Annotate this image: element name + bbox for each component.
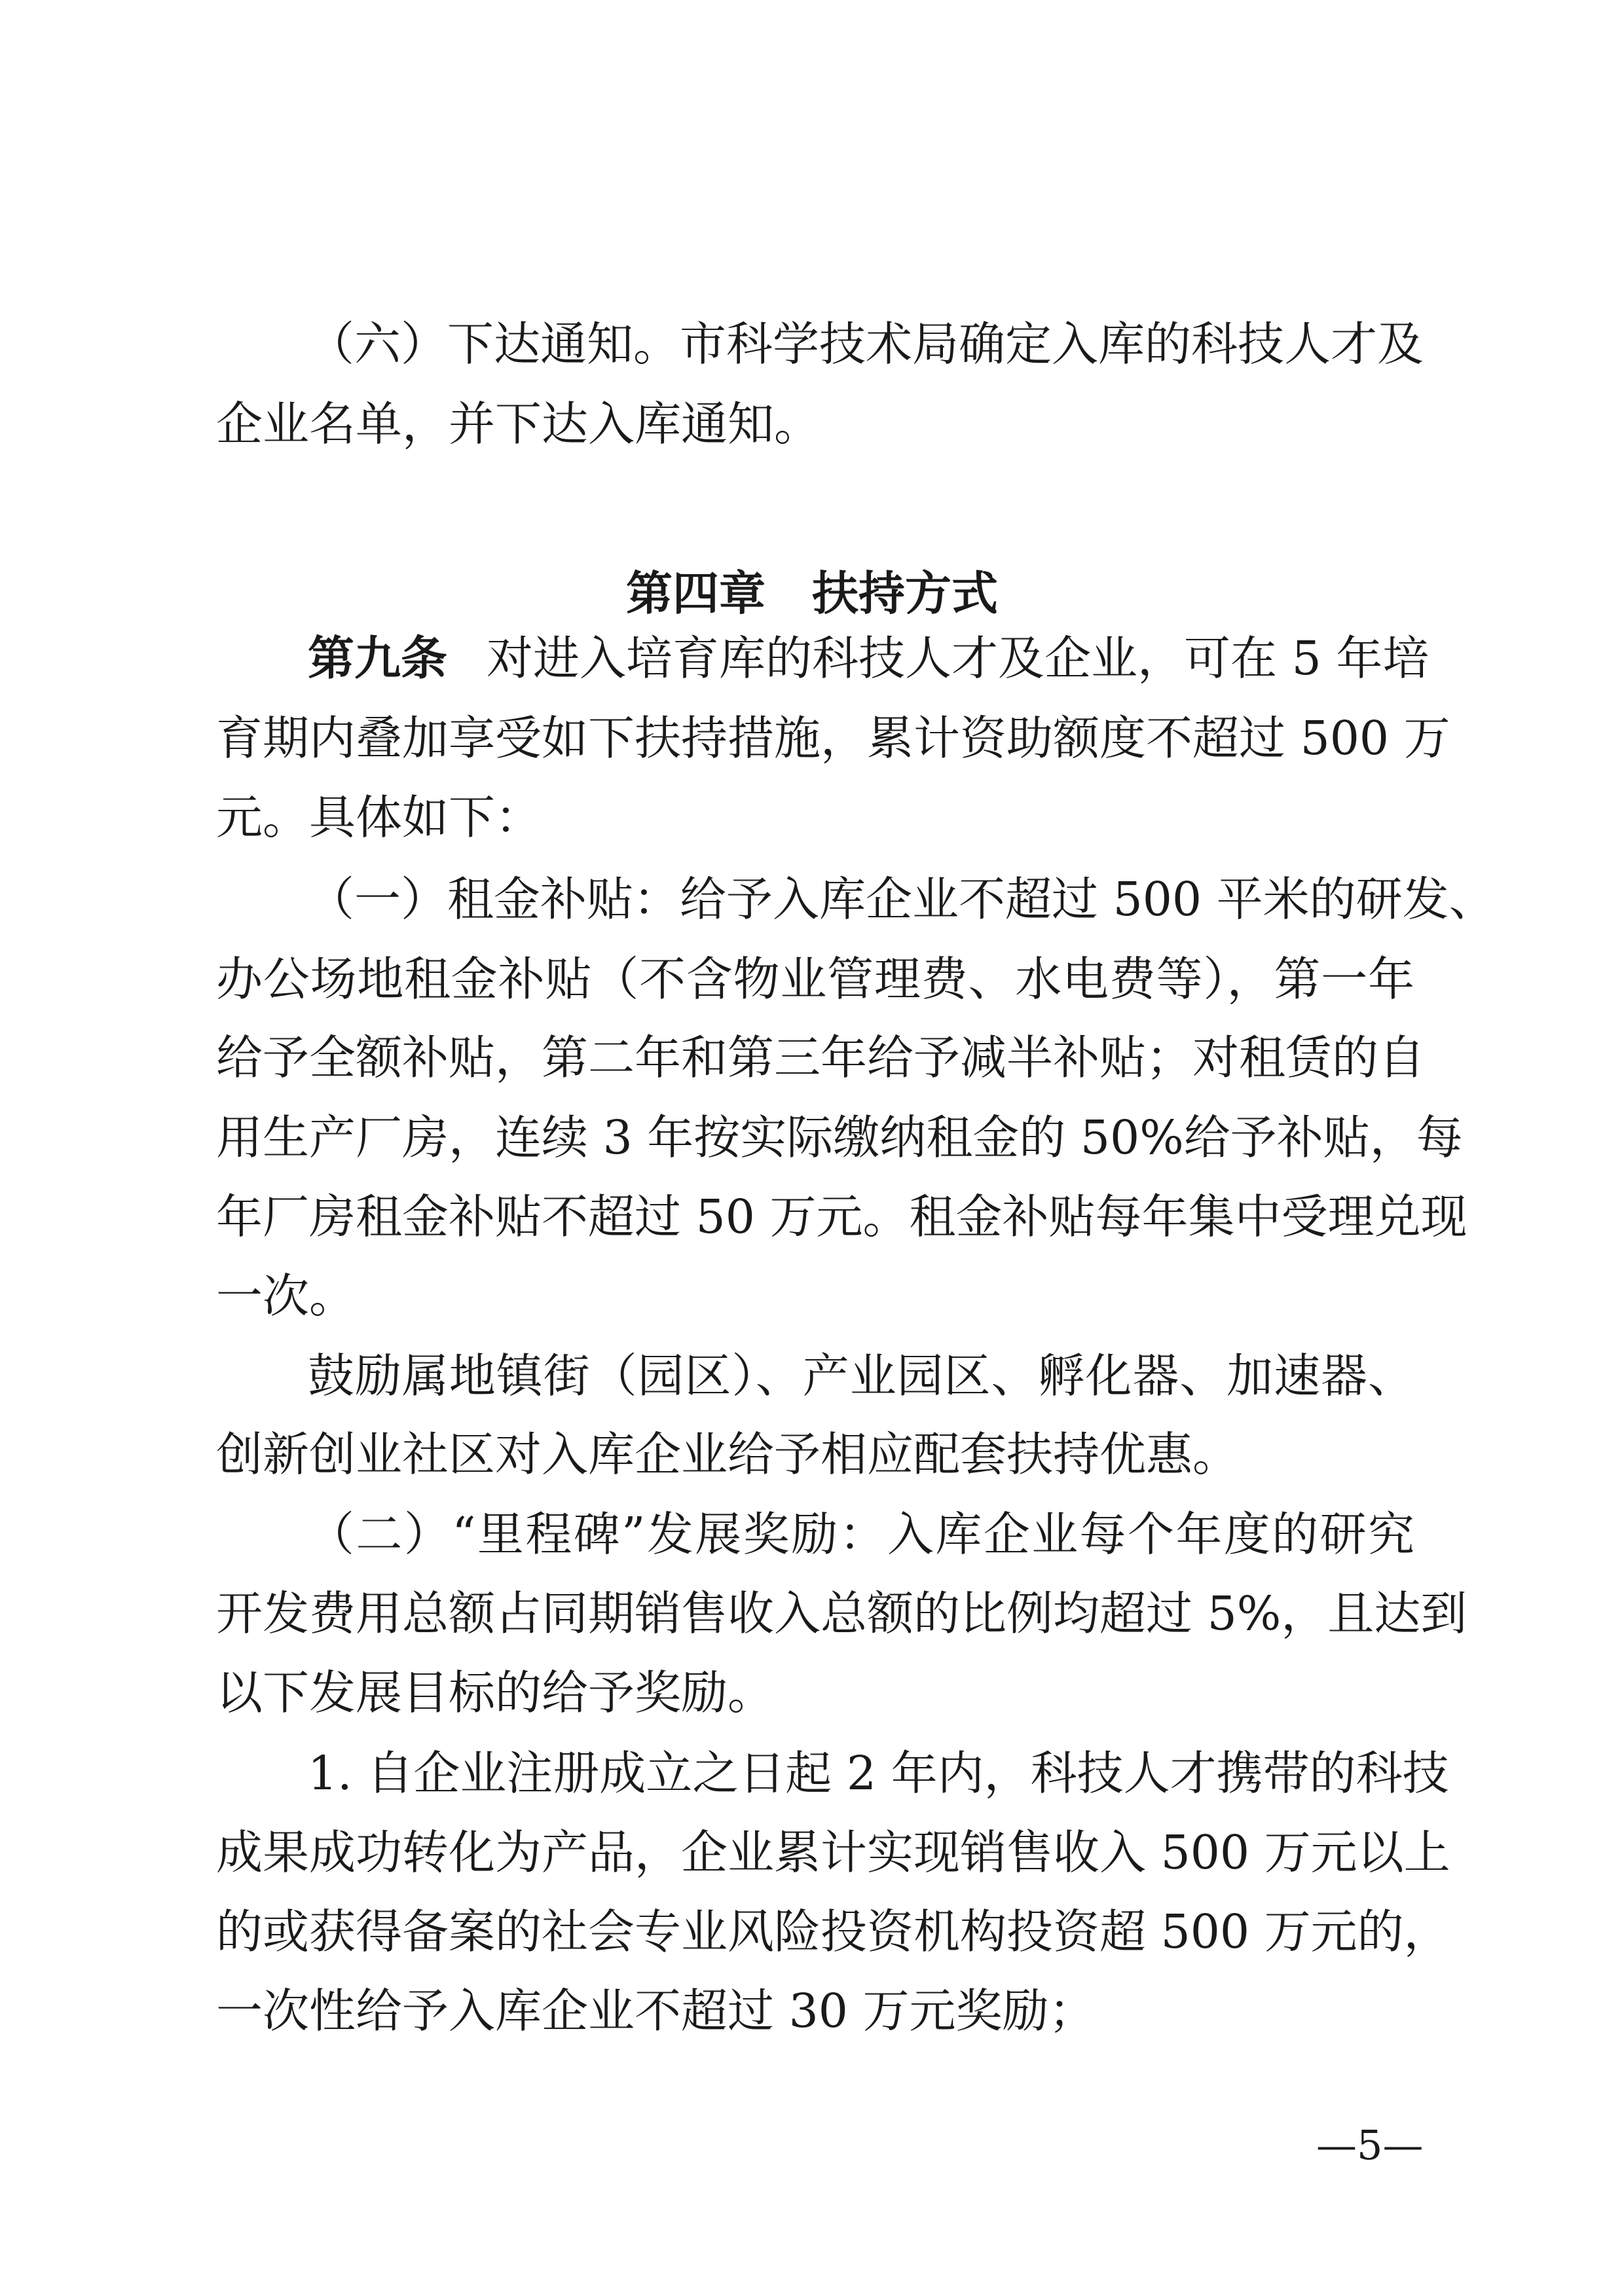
- point-one-line-1: 1. 自企业注册成立之日起 2 年内，科技人才携带的科技: [308, 1746, 1449, 1800]
- article-nine-text-1: 对进入培育库的科技人才及企业，可在 5 年培: [487, 631, 1430, 685]
- point-one-line-4: 一次性给予入库企业不超过 30 万元奖励；: [216, 1984, 1096, 2038]
- item-one-line-4: 用生产厂房，连续 3 年按实际缴纳租金的 50%给予补贴，每: [216, 1110, 1463, 1165]
- section-six-line-2: 企业名单，并下达入库通知。: [216, 397, 821, 451]
- item-two-line-3: 以下发展目标的给予奖励。: [216, 1666, 775, 1720]
- item-one-line-3: 给予全额补贴，第二年和第三年给予减半补贴；对租赁的自: [216, 1030, 1426, 1085]
- section-six-line-1: （六）下达通知。市科学技术局确定入库的科技人才及: [308, 317, 1424, 371]
- point-one-line-2: 成果成功转化为产品，企业累计实现销售收入 500 万元以上: [216, 1825, 1450, 1880]
- point-one-line-3: 的或获得备案的社会专业风险投资机构投资超 500 万元的，: [216, 1904, 1450, 1959]
- article-nine-line-2: 育期内叠加享受如下扶持措施，累计资助额度不超过 500 万: [216, 711, 1450, 765]
- chapter-title: 第四章 扶持方式: [625, 566, 998, 621]
- article-nine-line-1: [308, 631, 1430, 685]
- item-one-line-5: 年厂房租金补贴不超过 50 万元。租金补贴每年集中受理兑现: [216, 1190, 1467, 1244]
- item-two-line-2: 开发费用总额占同期销售收入总额的比例均超过 5%，且达到: [216, 1586, 1467, 1641]
- item-two-line-1: （二）“里程碑”发展奖励：入库企业每个年度的研究: [308, 1507, 1414, 1561]
- article-nine-line-3: 元。具体如下：: [216, 790, 542, 845]
- item-one-line-1: （一）租金补贴：给予入库企业不超过 500 平米的研发、: [308, 872, 1496, 926]
- encourage-line-2: 创新创业社区对入库企业给予相应配套扶持优惠。: [216, 1427, 1240, 1482]
- item-one-line-6: 一次。: [216, 1269, 356, 1323]
- page-number: —5—: [1316, 2121, 1424, 2169]
- encourage-line-1: 鼓励属地镇街（园区）、产业园区、孵化器、加速器、: [308, 1349, 1414, 1403]
- article-nine-label: 第九条: [308, 631, 448, 685]
- item-one-line-2: 办公场地租金补贴（不含物业管理费、水电费等），第一年: [216, 952, 1414, 1006]
